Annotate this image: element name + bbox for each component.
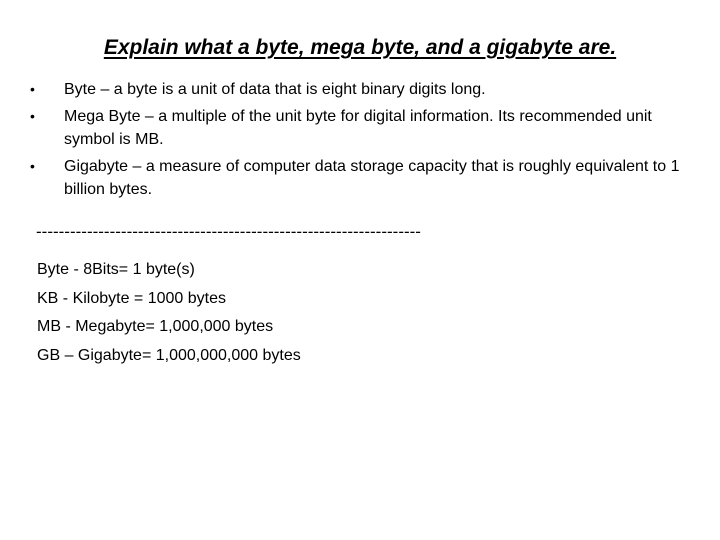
- definition-text: Mega Byte – a multiple of the unit byte for digital information. Its recommended unit symbol is MB.: [64, 108, 652, 148]
- dashed-divider: --------------------------------------------------------------------: [36, 222, 421, 241]
- definition-gigabyte: [30, 155, 680, 201]
- definition-text: Byte – a byte is a unit of data that is eight binary digits long.: [64, 81, 486, 98]
- bullet-icon: •: [30, 158, 35, 174]
- unit-line-kb: KB - Kilobyte = 1000 bytes: [37, 289, 226, 307]
- bullet-icon: •: [30, 81, 35, 97]
- unit-line-byte: Byte - 8Bits= 1 byte(s): [37, 261, 195, 278]
- definition-text: Gigabyte – a measure of computer data storage capacity that is roughly equivalent to 1 billion bytes.: [64, 158, 680, 198]
- definition-megabyte: [30, 105, 680, 151]
- definition-list: [30, 78, 680, 205]
- unit-line-gb: GB – Gigabyte= 1,000,000,000 bytes: [37, 346, 301, 364]
- unit-line-mb: MB - Megabyte= 1,000,000 bytes: [37, 318, 274, 335]
- page-title: Explain what a byte, mega byte, and a gigabyte are.: [103, 36, 617, 59]
- definition-byte: [30, 78, 680, 101]
- bullet-icon: •: [30, 108, 35, 124]
- unit-conversion-list: [37, 256, 687, 370]
